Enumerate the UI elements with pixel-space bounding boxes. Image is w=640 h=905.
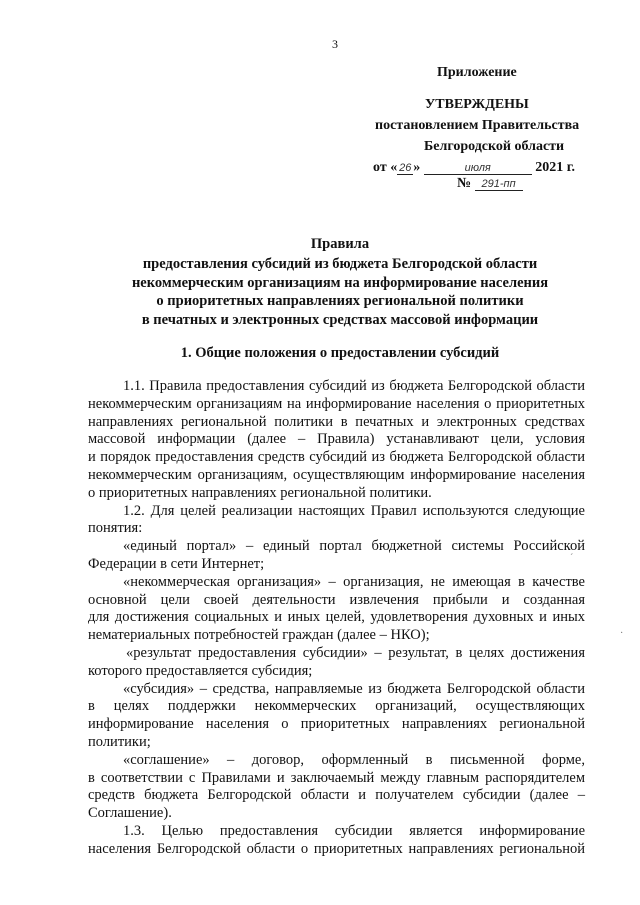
title-line-2: некоммерческим организациям на информирование населения bbox=[131, 275, 549, 291]
text-line: в целях поддержки некоммерческих организаций, осуществляющих bbox=[88, 698, 585, 715]
text-line: в соответствии с Правилами и заключаемый между главным распорядителем bbox=[88, 769, 585, 786]
number-prefix: № bbox=[457, 176, 472, 191]
text-line: «соглашение» – договор, оформленный в письменной форме, bbox=[123, 751, 585, 768]
title-line-3: о приоритетных направлениях региональной политики bbox=[156, 293, 524, 309]
text-line: понятия: bbox=[88, 520, 143, 537]
date-day: 26 bbox=[399, 162, 412, 174]
appendix-label: Приложение bbox=[437, 65, 517, 80]
text-line: и порядок предоставления средств субсидий из бюджета Белгородской области bbox=[88, 449, 585, 466]
section-heading: 1. Общие положения о предоставлении субсидий bbox=[180, 345, 500, 361]
text-line: Федерации в сети Интернет; bbox=[88, 555, 265, 572]
body-text bbox=[88, 378, 585, 859]
approval-line-2: Белгородской области bbox=[424, 139, 565, 154]
text-line: некоммерческим организациям на информирование населения о приоритетных bbox=[88, 395, 585, 412]
page-number: 3 bbox=[332, 37, 338, 51]
text-line: «субсидия» – средства, направляемые из бюджета Белгородской области bbox=[123, 680, 585, 697]
text-line: о приоритетных направлениях региональной политики. bbox=[88, 484, 432, 501]
date-prefix: от « bbox=[373, 160, 398, 175]
text-line: 1.3. Целью предоставления субсидии является информирование bbox=[123, 822, 585, 839]
text-line: средств бюджета Белгородской области и получателем субсидии (далее – bbox=[88, 787, 585, 804]
text-line: некоммерческим организациям, осуществляющим информирование населения bbox=[88, 466, 585, 483]
date-mid: » bbox=[413, 160, 421, 175]
title-heading: Правила bbox=[310, 236, 370, 252]
text-line: 1.2. Для целей реализации настоящих Правил используются следующие bbox=[123, 502, 585, 519]
title-line-1: предоставления субсидий из бюджета Белгородской области bbox=[142, 256, 538, 272]
title-line-4: в печатных и электронных средствах массовой информации bbox=[141, 312, 539, 328]
text-line: политики; bbox=[88, 733, 151, 750]
text-line: Соглашение). bbox=[88, 805, 172, 822]
scan-speck: · bbox=[620, 628, 624, 639]
approval-number bbox=[457, 176, 523, 192]
text-line: «некоммерческая организация» – организация, не имеющая в качестве bbox=[123, 573, 585, 590]
text-line: информирование населения о приоритетных направлениях региональной bbox=[88, 716, 585, 733]
text-line: массовой информации (далее – Правила) устанавливают цели, условия bbox=[88, 431, 585, 448]
approval-date bbox=[373, 160, 575, 176]
date-year: 2021 г. bbox=[535, 160, 575, 175]
text-line: населения Белгородской области о приоритетных направлениях региональной bbox=[88, 840, 585, 857]
approved-label: УТВЕРЖДЕНЫ bbox=[425, 97, 529, 112]
text-line: которого предоставляется субсидия; bbox=[88, 662, 313, 679]
approval-line-1: постановлением Правительства bbox=[375, 118, 580, 133]
text-line: основной цели своей деятельности извлечения прибыли и созданная bbox=[88, 591, 585, 608]
scan-speck: ´ bbox=[570, 553, 574, 564]
text-line: 1.1. Правила предоставления субсидий из бюджета Белгородской области bbox=[123, 378, 585, 394]
number-value: 291-пп bbox=[475, 178, 523, 191]
text-line: «единый портал» – единый портал бюджетной системы Российской bbox=[123, 538, 585, 555]
text-line: для достижения социальных и иных целей, удовлетворения духовных и иных bbox=[88, 609, 585, 626]
date-month: июля bbox=[424, 162, 532, 175]
text-line: «результат предоставления субсидии» – результат, в целях достижения bbox=[126, 644, 585, 661]
text-line: нематериальных потребностей граждан (далее – НКО); bbox=[88, 627, 430, 644]
text-line: направлениях региональной политики в печатных и электронных средствах bbox=[88, 413, 585, 430]
